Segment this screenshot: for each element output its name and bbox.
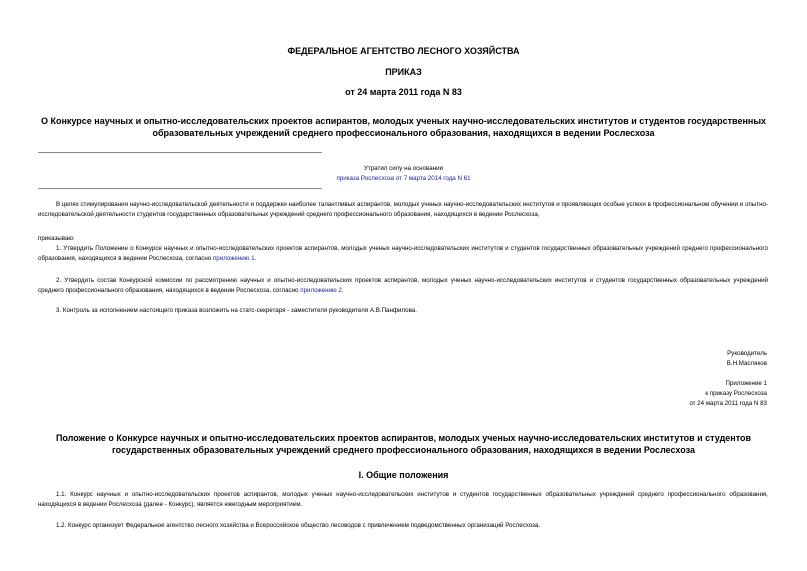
document-type: ПРИКАЗ — [385, 67, 422, 77]
order-item-1: 1. Утвердить Положение о Конкурсе научных и опытно-исследовательских проектов аспирантов, молодых ученых научно-исследовательских институтов и студентов государственных образовательных учреждений среднего профессионального образования, находящихся в ведении Рослесхоза, согласно приложению 1. — [38, 245, 768, 262]
repeal-notice-text: Утратил силу на основании — [363, 165, 444, 172]
divider-bottom — [38, 188, 322, 189]
appendix-to-order: к приказу Рослесхоза — [705, 390, 767, 397]
repeal-order-link[interactable]: приказа Рослесхоза от 7 марта 2014 года N 61 — [336, 175, 471, 182]
divider-top — [38, 152, 322, 153]
repeal-notice — [300, 164, 507, 184]
order-item-2-text: 2. Утвердить состав Конкурсной комиссии по рассмотрению научных и опытно-исследовательских проектов аспирантов, молодых ученых научно-исследовательских институтов и студентов государственных образовательных учреждений среднего профессионального образования, находящихся в ведении Рослесхоза, согласно — [38, 277, 768, 294]
document-title — [0, 115, 807, 139]
preamble-paragraph: В целях стимулирования научно-исследовательской деятельности и поддержки наиболее талантливых аспирантов, молодых ученых научно-исследовательских институтов и проявляющих особые успехи в профессиональном обучении и опытно-исследовательской деятельности студентов государственных образовательных учреждений среднего профессионального образования, находящихся в ведении Рослесхоза, — [38, 201, 768, 218]
clause-1-2: 1.2. Конкурс организует Федеральное агентство лесного хозяйства и Всероссийское общество лесоводов с привлечением подведомственных организаций Рослесхоза. — [56, 522, 541, 529]
regulation-title — [0, 432, 807, 456]
document-date-number: от 24 марта 2011 года N 83 — [345, 87, 462, 97]
appendix-date: от 24 марта 2011 года N 83 — [689, 400, 767, 407]
signature-name: В.Н.Масляков — [726, 360, 767, 367]
regulation-title-line-1: Положение о Конкурсе научных и опытно-исследовательских проектов аспирантов, молодых ученых научно-исследовательских институтов и студентов — [55, 433, 752, 443]
title-line-1: О Конкурсе научных и опытно-исследовательских проектов аспирантов, молодых ученых научно-исследовательских институтов и студентов государственных — [40, 116, 767, 126]
agency-name: ФЕДЕРАЛЬНОЕ АГЕНТСТВО ЛЕСНОГО ХОЗЯЙСТВА — [287, 46, 520, 56]
order-word: приказываю: — [38, 235, 75, 242]
appendix-label: Приложение 1 — [725, 380, 767, 387]
order-item-2: 2. Утвердить состав Конкурсной комиссии по рассмотрению научных и опытно-исследовательских проектов аспирантов, молодых ученых научно-исследовательских институтов и студентов государственных образовательных учреждений среднего профессионального образования, находящихся в ведении Рослесхоза, согласно приложению 2. — [38, 277, 768, 294]
title-line-2: образовательных учреждений среднего профессионального образования, находящихся в ведении Рослесхоза — [152, 128, 655, 138]
clause-1-1: 1.1. Конкурс научных и опытно-исследовательских проектов аспирантов, молодых ученых научно-исследовательских институтов и студентов государственных образовательных учреждений среднего профессионального образования, находящихся в ведении Рослесхоза (далее - Конкурс), является ежегодным мероприятием. — [38, 491, 768, 508]
section-heading: I. Общие положения — [358, 470, 449, 480]
order-item-3: 3. Контроль за исполнением настоящего приказа возложить на статс-секретаря - заместителя руководителя А.В.Панфилова. — [56, 307, 417, 314]
appendix-1-link[interactable]: приложению 1 — [212, 255, 255, 262]
appendix-2-link[interactable]: приложению 2 — [300, 287, 342, 294]
signature-role: Руководитель — [727, 350, 767, 357]
regulation-title-line-2: государственных образовательных учреждений среднего профессионального образования, находящихся в ведении Рослесхоза — [112, 445, 695, 455]
order-item-1-text: 1. Утвердить Положение о Конкурсе научных и опытно-исследовательских проектов аспирантов, молодых ученых научно-исследовательских институтов и студентов государственных образовательных учреждений среднего профессионального образования, находящихся в ведении Рослесхоза, согласно — [38, 245, 768, 262]
